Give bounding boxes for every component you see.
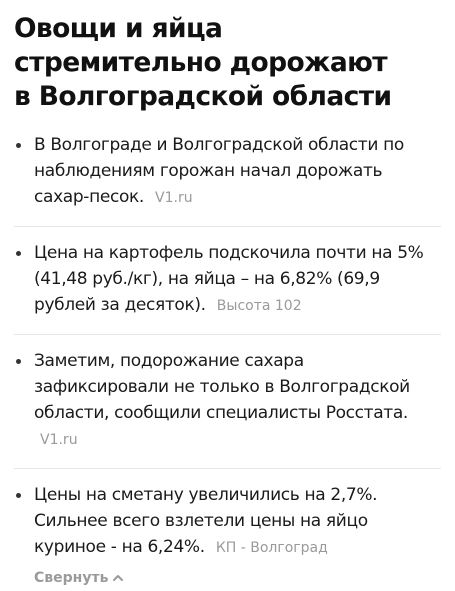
summary-text: Цены на сметану увеличились на 2,7%. Сильнее всего взлетели цены на яйцо куриное - на 6,24%. (34, 485, 378, 557)
summary-item (14, 482, 441, 567)
bullet-icon (16, 251, 21, 256)
summary-item (14, 132, 441, 227)
title-line: стремительно дорожают (14, 47, 388, 78)
bullet-icon (16, 359, 21, 364)
summary-text: В Волгограде и Волгоградской области по наблюдениям горожан начал дорожать сахар-песок. (34, 135, 404, 207)
summary-item (14, 348, 441, 469)
title-line: в Волгоградской области (14, 81, 392, 112)
bullet-icon (16, 493, 21, 498)
summary-item (14, 240, 441, 335)
source-link[interactable]: Высота 102 (216, 298, 302, 314)
title-line: Овощи и яйца (14, 13, 223, 44)
article-title (14, 12, 441, 114)
collapse-label: Свернуть (34, 570, 109, 586)
collapse-button[interactable] (34, 570, 124, 586)
summary-text: Цена на картофель подскочила почти на 5% (41,48 руб./кг), на яйца – на 6,82% (69,9 рублей за десяток). (34, 243, 424, 315)
summary-text: Заметим, подорожание сахара зафиксировали не только в Волгоградской области, сообщили специалисты Росстата. (34, 351, 410, 423)
source-link[interactable]: V1.ru (155, 190, 193, 206)
source-link[interactable]: КП - Волгоград (215, 540, 328, 556)
bullet-icon (16, 143, 21, 148)
summary-list (14, 132, 441, 567)
chevron-up-icon (112, 572, 124, 584)
source-link[interactable]: V1.ru (40, 432, 78, 448)
